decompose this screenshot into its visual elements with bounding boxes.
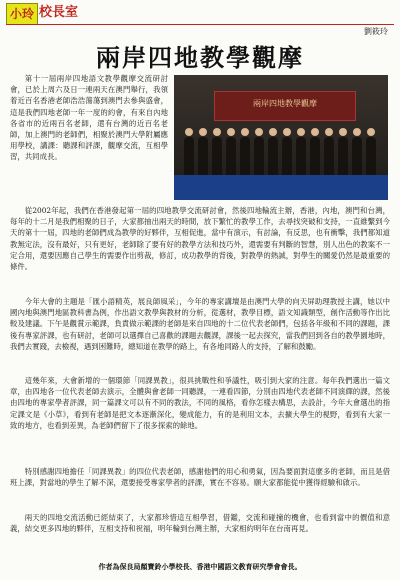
photo-table xyxy=(174,175,388,200)
photo-banner xyxy=(214,91,356,121)
photo-people xyxy=(184,127,380,175)
article-title: 兩岸四地教學觀摩 xyxy=(96,43,304,72)
paragraph-4: 這幾年來，大會新增的一個環節「同課異教」，很具挑戰性和爭議性，吸引到大家的注意。每年我們選出一篇文章，由四地各一位代表老師去演示，全體與會老師一同聽課，一連看四節，分別由四地代表老師不同演繹的課，然後由四地的專家學者評課，同一篇課文可以有不同的教法，不同的風格，看你怎樣去構思，去設計，今年大會選出的指定課文是《小草》，看到有老師是把文本逐漸深化，變成能力，有的是利用文本，去擴大學生的視野，看到有大家一致的地方，也看到差異，為老師們留下了很多探索的餘地。 xyxy=(10,376,390,430)
column-header xyxy=(6,3,394,25)
paragraph-5: 特別感謝四地擔任「同課異教」的四位代表老師，感謝他們的用心和勇氣，因為要面對這麼多的老師，而且是借班上課，對當地的學生了解不深，還要接受專家學者的評課，實在不容易。願大家都能從中獲得經驗和啟示。 xyxy=(10,467,390,488)
paragraph-6: 兩天的四地交流活動已經結束了，大家都珍惜這互相學習，借鑑，交流和碰撞的機會，也看到當中的價值和意義，結交更多四地的夥伴，互相支持和祝福，明年輪到台灣主辦，大家相約明年在台南再見。 xyxy=(10,513,390,534)
photo-banner-text: 兩岸四地教學觀摩 xyxy=(253,99,317,108)
column-logo: 小玲 xyxy=(6,3,38,25)
author-note: 作者為保良局顏寶鈴小學校長、香港中國語文教育研究學會會長。 xyxy=(98,563,302,571)
paragraph-2: 從2002年起，我們在香港發起第一屆的四地教學交流研討會，然後四地輪流主辦，香港，內地，澳門和台灣，每年的十二月是我們相聚的日子，大家都抽出兩天的時間，放下繁忙的教學工作，去尋找突破和支持，一直維繫到今天的第十一屆，四地的老師們成為教學的好夥伴，互相促進，當中有演示，有討論，有反思，也有衝擊，我們都知道教無定法，沒有最好，只有更好，老師除了要有好的教學方法和技巧外，還需要有判斷的智慧，別人出色的教案不一定合用，還要因應自己學生的需要作出剪裁，修訂，成功教學的背後，對教學的熱誠，對學生的關愛仍然是最重要的條件。 xyxy=(10,206,390,272)
conference-photo xyxy=(174,75,388,200)
author-name: 劉筱玲 xyxy=(364,27,388,36)
header-divider xyxy=(6,24,394,25)
paragraph-1: 第十一屆兩岸四地語文教學觀摩交流研討會，已於上周六及日一連兩天在澳門舉行，我領着近百名香港老師浩浩蕩蕩到澳門去參與盛會，這是我們四地老師一年一度的約會，有來自內地各省市的近兩百名老師，還有台灣的近百名老師，加上澳門的老師們，相聚於澳門大學附屬應用學校，講課：聽課和評課，觀摩交流，互相學習，共同成長。 xyxy=(10,74,168,162)
column-section-name: 校長室 xyxy=(39,5,79,20)
paragraph-3: 今年大會的主題是「匯小語精英，展良師風采」，今年的專家講壇是由澳門大學的向天屏助理教授主講，她以中國內地與澳門地區教科書為例，作出語文教學與教材的分析，從選材，教學目標，語文知識類型，創作活動等作出比較及建議。下午是觀賞示範課，負責做示範課的老師是來自四地的十二位代表老師們，包括各年級和不同的課題，課後有專家評課，也有研討，老師可以選擇自己喜歡的課題去觀課，課後一起去探究，當我們回到各自的教學園地時，我們去實踐，去檢視，遇到困難時，總知道在教學的路上，有各地同路人的支持，了解和鼓勵。 xyxy=(10,297,390,351)
